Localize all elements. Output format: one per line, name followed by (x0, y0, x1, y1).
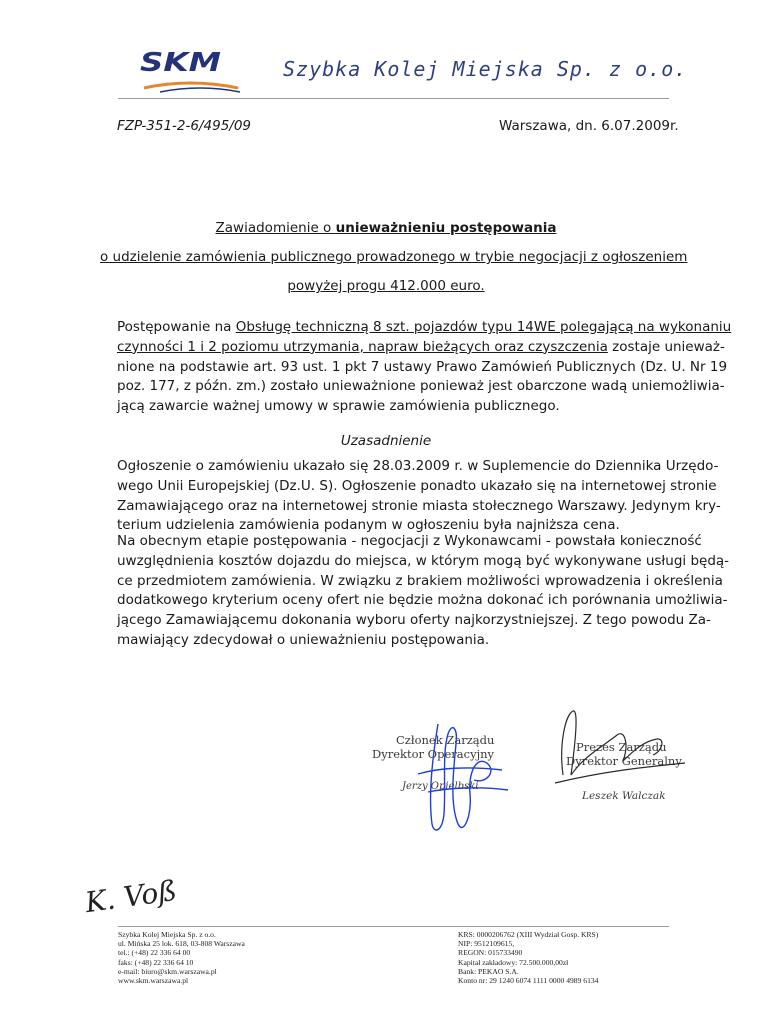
text-fragment: zostaje unieważ- (607, 338, 725, 355)
stamp-left-name: Jerzy Opielbski (402, 781, 479, 792)
footer-line: www.skm.warszawa.pl (118, 975, 189, 985)
justification-paragraph-2 (117, 532, 730, 651)
paragraph-line: ce przedmiotem zamówienia. W związku z brakiem możliwości wprowadzenia i określenia (117, 572, 723, 589)
paragraph-line: poz. 177, z późn. zm.) zostało unieważnione ponieważ jest obarczone wadą uniemożliwia- (117, 378, 725, 395)
footer-line: REGON: 015733490 (458, 948, 523, 958)
reference-number: FZP-351-2-6/495/09 (117, 118, 252, 134)
handwritten-initials: K. Voß (83, 873, 179, 920)
footer-contact (118, 930, 245, 985)
footer-line: Kapitał zakładowy: 72.500.000,00zł (458, 957, 569, 967)
paragraph-line: jącego Zamawiającemu dokonania wyboru oferty najkorzystniejszej. Z tego powodu Za- (117, 612, 711, 629)
paragraph-line: Na obecnym etapie postępowania - negocjacji z Wykonawcami - powstała konieczność (117, 533, 702, 549)
justification-heading: Uzasadnienie (340, 433, 432, 449)
signature-left-icon (398, 714, 518, 844)
footer-line: tel.: (+48) 22 336 64 00 (118, 948, 191, 958)
notice-title-line3: powyżej progu 412.000 euro. (287, 278, 485, 294)
notice-title-line2: o udzielenie zamówienia publicznego prowadzonego w trybie negocjacji z ogłoszeniem (100, 249, 688, 265)
paragraph-line (117, 338, 725, 358)
skm-logo (140, 48, 240, 96)
justification-paragraph-1 (117, 457, 721, 536)
underlined-subject: Obsługę techniczną 8 szt. pojazdów typu 14WE polegającą na wykonaniu (235, 319, 732, 335)
paragraph-line: nione na podstawie art. 93 ust. 1 pkt 7 ustawy Prawo Zamówień Publicznych (Dz. U. Nr 19 (117, 358, 728, 375)
paragraph-line: jącą zawarcie ważnej umowy w sprawie zamówienia publicznego. (117, 398, 560, 415)
stamp-left-title: Dyrektor Operacyjny (372, 747, 495, 761)
notice-title-line1 (100, 220, 672, 236)
company-name: Szybka Kolej Miejska Sp. z o.o. (283, 57, 688, 81)
paragraph-line: wego Unii Europejskiej (Dz.U. S). Ogłoszenie ponadto ukazało się na internetowej stronie (117, 477, 717, 494)
signature-right-icon (545, 705, 695, 795)
logo-text: SKM (140, 48, 221, 78)
footer-line: KRS: 0000206762 (XIII Wydział Gosp. KRS) (458, 930, 599, 939)
stamp-right-title: Dyrektor Generalny (566, 754, 682, 768)
footer-line: Konto nr: 29 1240 6074 1111 0000 4989 6134 (458, 975, 599, 985)
footer-line: faks: (+48) 22 336 64 10 (118, 957, 194, 967)
title-prefix: Zawiadomienie o (215, 220, 336, 236)
footer-line: NIP: 9512109615, (458, 939, 515, 949)
stamp-left-role: Członek Zarządu (396, 733, 495, 747)
underlined-subject: czynności 1 i 2 poziomu utrzymania, napraw bieżących oraz czyszczenia (117, 338, 608, 355)
paragraph-line: mawiający zdecydował o unieważnieniu postępowania. (117, 631, 490, 648)
paragraph-line: terium udzielenia zamówienia podanym w ogłoszeniu była najniższa cena. (117, 517, 620, 534)
document-date: Warszawa, dn. 6.07.2009r. (499, 118, 679, 134)
footer-line: ul. Mińska 25 lok. 618, 03-808 Warszawa (118, 939, 245, 949)
header-divider (118, 98, 669, 99)
text-fragment: Postępowanie na (117, 319, 236, 335)
paragraph-line: uwzględnienia kosztów dojazdu do miejsca, w którym mogą być wykonywane usługi będą- (117, 552, 730, 569)
footer-divider (118, 926, 669, 927)
stamp-right-role: Prezes Zarządu (576, 740, 667, 754)
decision-paragraph (117, 318, 732, 417)
paragraph-line (117, 318, 732, 338)
stamp-right-name: Leszek Walczak (582, 790, 666, 802)
footer-line: Szybka Kolej Miejska Sp. z o.o. (118, 930, 216, 939)
title-emphasis: unieważnieniu postępowania (335, 220, 557, 236)
paragraph-line: Zamawiającego oraz na internetowej stronie miasta stołecznego Warszawy. Jedynym kry- (117, 497, 721, 514)
footer-registration (458, 930, 598, 985)
paragraph-line: dodatkowego kryterium oceny ofert nie będzie można dokonać ich porównania umożliwia- (117, 592, 728, 609)
footer-line: e-mail: biuro@skm.warszawa.pl (118, 966, 217, 976)
paragraph-line: Ogłoszenie o zamówieniu ukazało się 28.03.2009 r. w Suplemencie do Dziennika Urzędo- (117, 458, 719, 474)
footer-line: Bank: PEKAO S.A. (458, 966, 519, 976)
